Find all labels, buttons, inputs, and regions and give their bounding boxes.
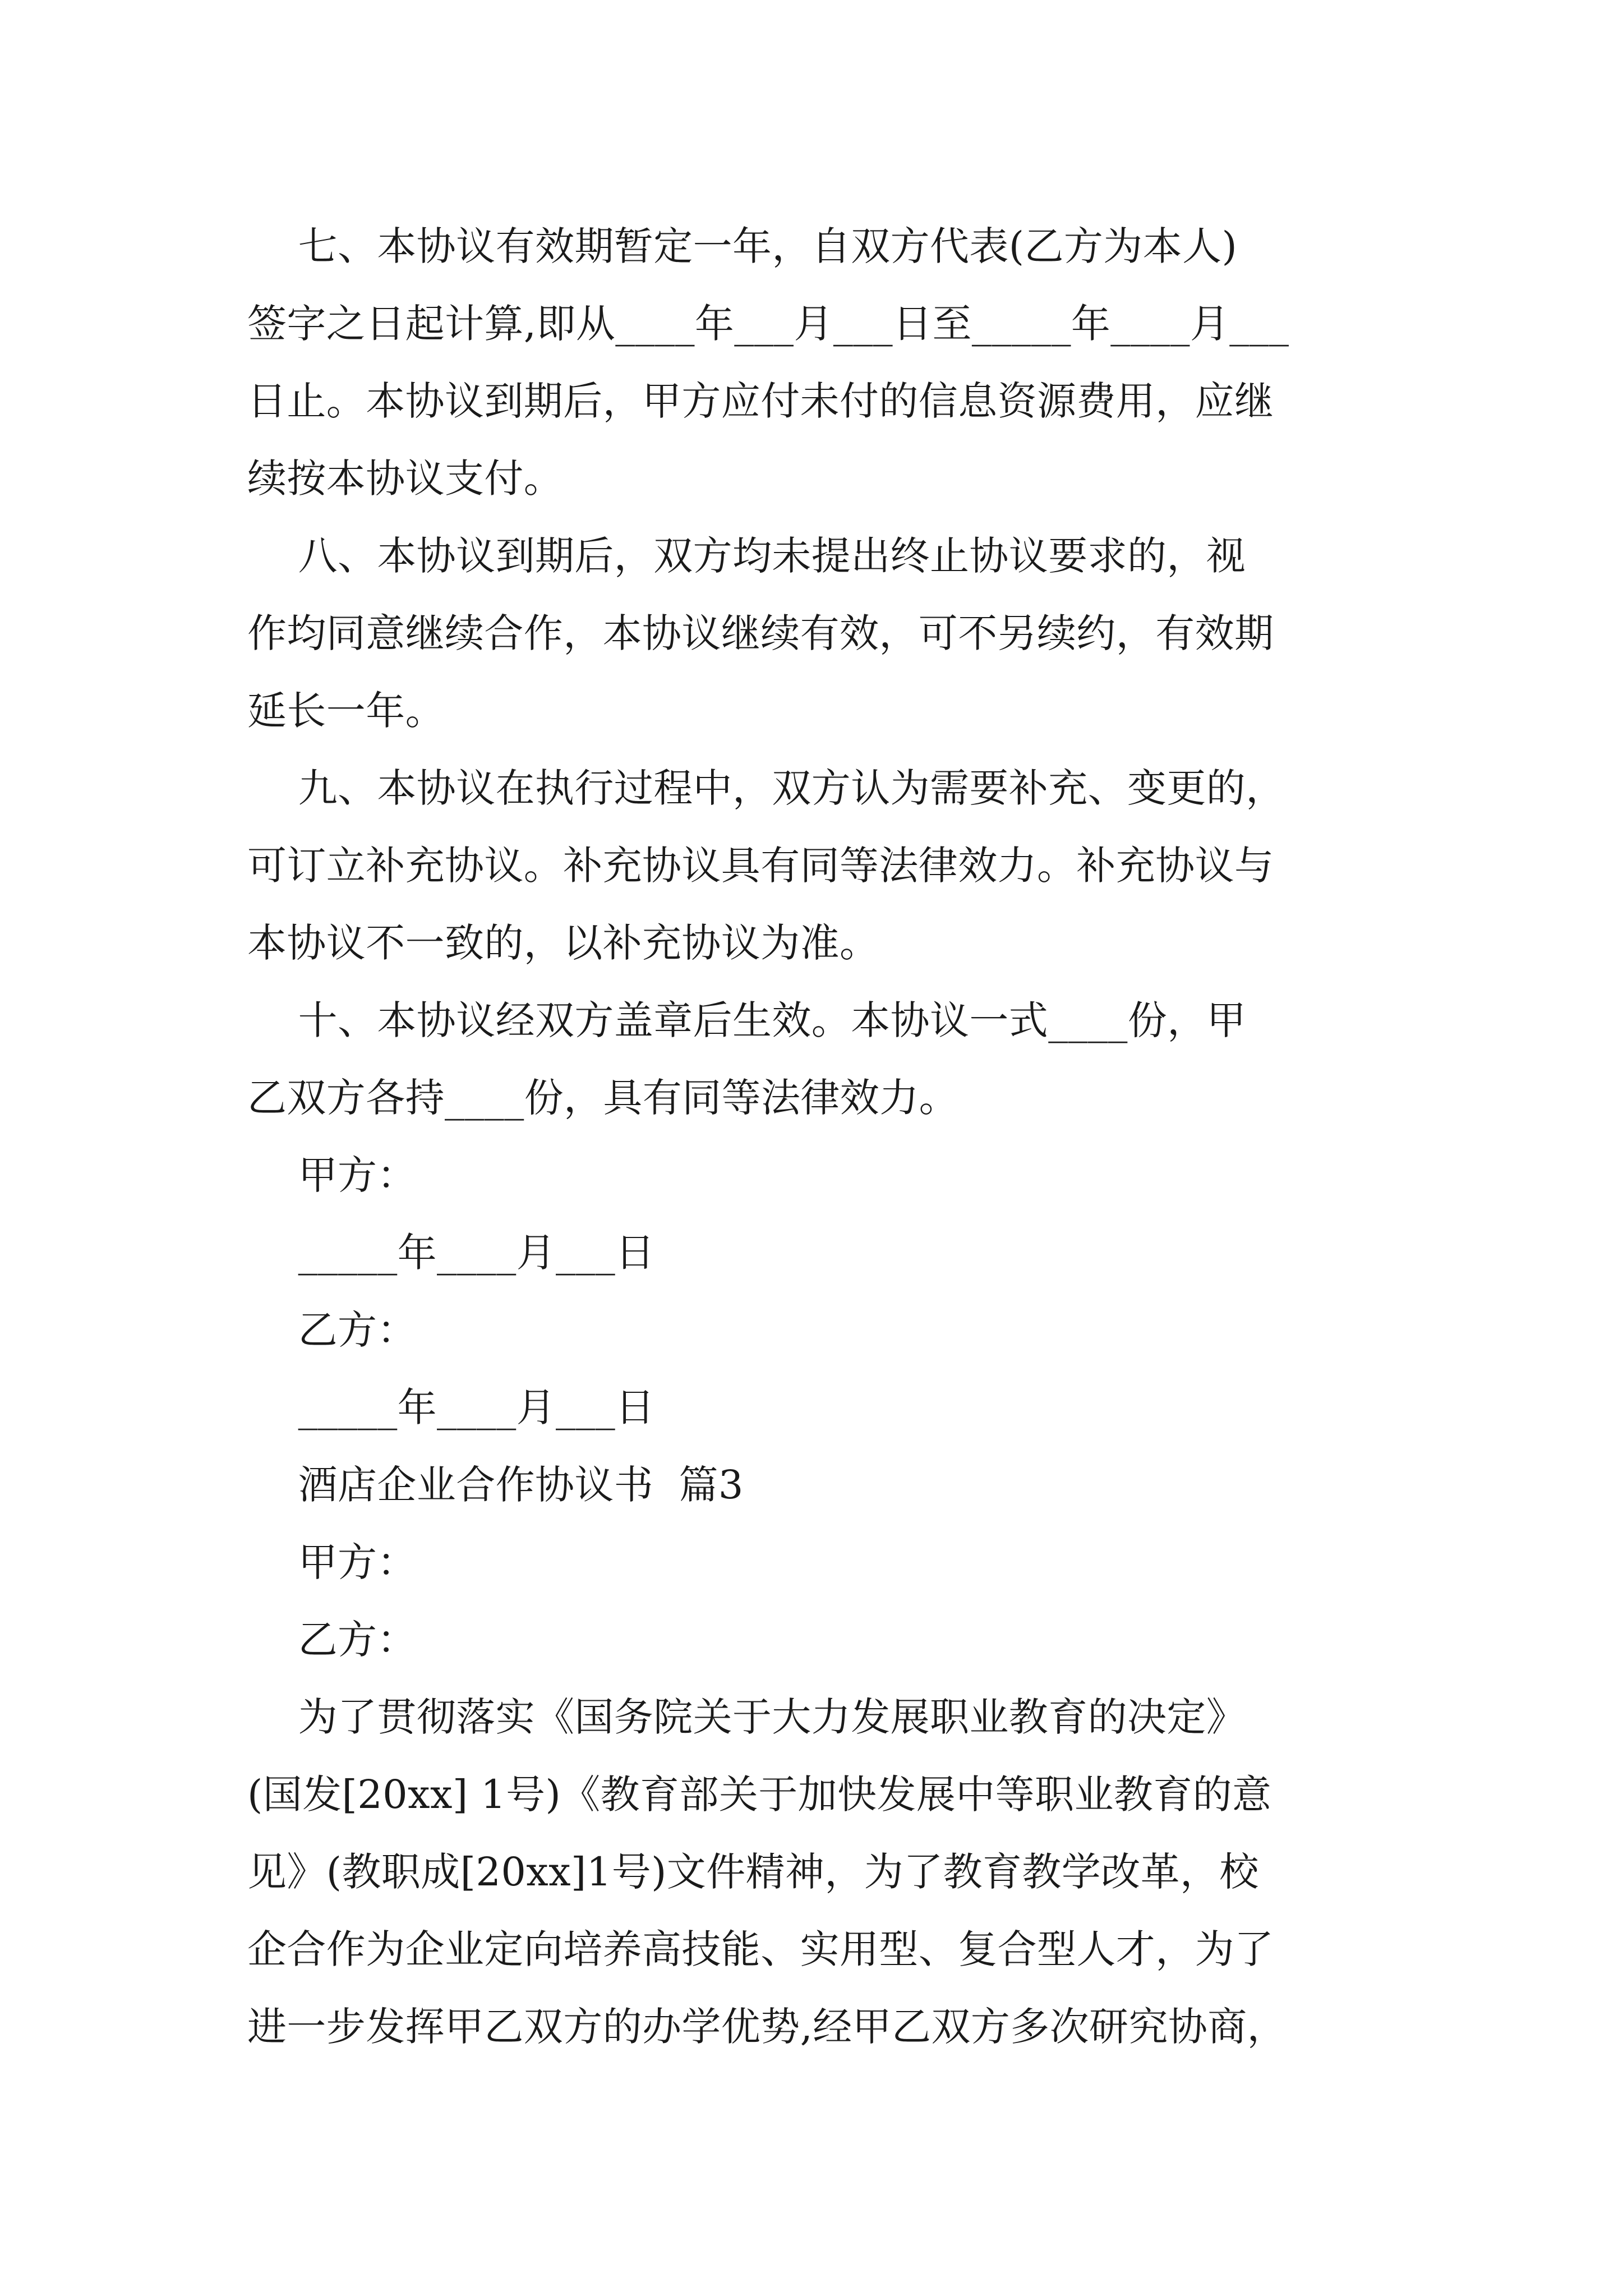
signature-party-a-label: 甲方： bbox=[247, 1152, 417, 1198]
signature-party-b-label: 乙方： bbox=[247, 1307, 417, 1353]
signature-date-a: _____年____月___日 bbox=[247, 1230, 655, 1276]
text-line: 见》(教职成[20xx]1号)文件精神，为了教育教学改革，校 bbox=[247, 1849, 1259, 1895]
text-line: 七、本协议有效期暂定一年，自双方代表(乙方为本人) bbox=[247, 223, 1238, 269]
text-line: 乙双方各持____份，具有同等法律效力。 bbox=[247, 1075, 958, 1121]
text-line: 本协议不一致的，以补充协议为准。 bbox=[247, 920, 879, 966]
text-line: 九、本协议在执行过程中，双方认为需要补充、变更的， bbox=[247, 765, 1285, 811]
text-line: 为了贯彻落实《国务院关于大力发展职业教育的决定》 bbox=[247, 1694, 1246, 1740]
text-line: 日止。本协议到期后，甲方应付未付的信息资源费用，应继 bbox=[247, 378, 1274, 424]
text-line: 延长一年。 bbox=[247, 688, 445, 734]
text-line: 企合作为企业定向培养高技能、实用型、复合型人才，为了 bbox=[247, 1926, 1274, 1972]
text-line: 续按本协议支付。 bbox=[247, 455, 564, 501]
party-b-label: 乙方： bbox=[247, 1617, 417, 1663]
text-line: (国发[20xx] 1号)《教育部关于加快发展中等职业教育的意 bbox=[247, 1772, 1272, 1818]
signature-date-b: _____年____月___日 bbox=[247, 1384, 655, 1430]
text-line: 十、本协议经双方盖章后生效。本协议一式____份，甲 bbox=[247, 997, 1247, 1043]
text-line: 八、本协议到期后，双方均未提出终止协议要求的，视 bbox=[247, 533, 1246, 579]
text-line: 可订立补充协议。补充协议具有同等法律效力。补充协议与 bbox=[247, 843, 1274, 889]
text-line: 签字之日起计算,即从____年___月___日至_____年____月___ bbox=[247, 301, 1289, 347]
text-line: 进一步发挥甲乙双方的办学优势,经甲乙双方多次研究协商， bbox=[247, 2004, 1287, 2050]
section-title: 酒店企业合作协议书 篇3 bbox=[247, 1462, 744, 1508]
text-line: 作均同意继续合作，本协议继续有效，可不另续约，有效期 bbox=[247, 610, 1274, 656]
party-a-label: 甲方： bbox=[247, 1539, 417, 1585]
